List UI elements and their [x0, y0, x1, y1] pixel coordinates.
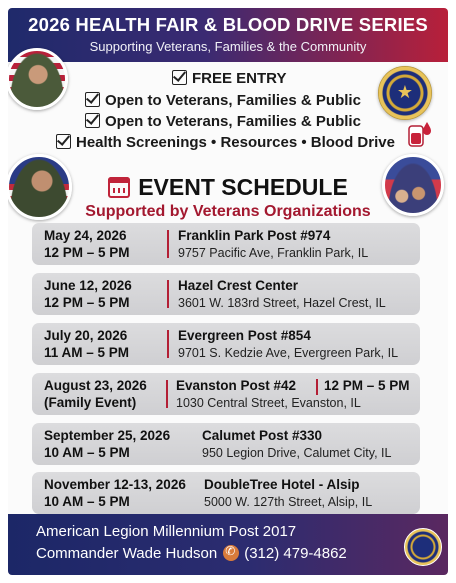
legion-emblem-icon: [404, 528, 442, 566]
benefit-item: Open to Veterans, Families & Public: [85, 113, 361, 130]
event-venue: Franklin Park Post #974: [178, 228, 331, 243]
event-date: November 12-13, 2026: [44, 477, 186, 492]
event-time: 11 AM – 5 PM: [44, 345, 130, 360]
calendar-icon: [108, 177, 130, 198]
event-date: May 24, 2026: [44, 228, 127, 243]
event-note: (Family Event): [44, 395, 137, 410]
event-divider: [166, 380, 168, 408]
event-time: 12 PM – 5 PM: [44, 295, 130, 310]
event-venue: Hazel Crest Center: [178, 278, 299, 293]
event-divider: [167, 280, 169, 308]
event-venue: Evanston Post #42: [176, 378, 297, 393]
event-divider: [167, 230, 169, 258]
event-time: 10 AM – 5 PM: [44, 445, 130, 460]
header-banner: [8, 8, 448, 62]
event-row: [32, 273, 420, 315]
event-row: [32, 323, 420, 365]
blood-drop-icon: [406, 120, 432, 150]
event-address: 9757 Pacific Ave, Franklin Park, IL: [178, 246, 369, 260]
event-address: 9701 S. Kedzie Ave, Evergreen Park, IL: [178, 346, 399, 360]
event-divider: [167, 330, 169, 358]
event-row: [32, 373, 420, 415]
check-icon: [172, 70, 187, 85]
event-address: 3601 W. 183rd Street, Hazel Crest, IL: [178, 296, 386, 310]
benefit-item: Open to Veterans, Families & Public: [85, 92, 361, 109]
check-icon: [85, 113, 100, 128]
event-row: [32, 223, 420, 265]
event-time: 10 AM – 5 PM: [44, 494, 130, 509]
event-row: [32, 472, 420, 514]
benefit-item: Health Screenings • Resources • Blood Drive: [56, 134, 395, 151]
schedule-subtitle: Supported by Veterans Organizations: [85, 203, 371, 220]
event-row: [32, 423, 420, 465]
event-venue: DoubleTree Hotel - Alsip: [204, 477, 360, 492]
phone-icon: [223, 545, 239, 561]
page-subtitle: Supporting Veterans, Families & the Community: [89, 39, 367, 54]
event-address: 950 Legion Drive, Calumet City, IL: [202, 446, 392, 460]
event-venue: Calumet Post #330: [202, 428, 323, 443]
soldier-salute-photo: [8, 48, 68, 110]
legion-emblem-icon: ★: [378, 66, 432, 120]
event-date: September 25, 2026: [44, 428, 171, 443]
event-date: August 23, 2026: [44, 378, 147, 393]
event-venue: Evergreen Post #854: [178, 328, 311, 343]
event-address: 1030 Central Street, Evanston, IL: [176, 396, 361, 410]
flyer: [8, 8, 448, 575]
event-address: 5000 W. 127th Street, Alsip, IL: [204, 495, 373, 509]
check-icon: [56, 134, 71, 149]
event-date: July 20, 2026: [44, 328, 128, 343]
event-time: 12 PM – 5 PM: [44, 245, 130, 260]
event-date: June 12, 2026: [44, 278, 132, 293]
benefit-item: FREE ENTRY: [172, 70, 286, 87]
footer-organization: American Legion Millennium Post 2017: [36, 523, 297, 540]
page-title: 2026 HEALTH FAIR & BLOOD DRIVE SERIES: [28, 14, 428, 35]
event-divider: [316, 379, 318, 395]
schedule-title: EVENT SCHEDULE: [8, 174, 448, 201]
contact-name: Commander Wade Hudson: [36, 545, 218, 562]
footer-contact: [36, 545, 347, 562]
footer-banner: [8, 514, 448, 575]
phone-number[interactable]: (312) 479-4862: [244, 545, 347, 562]
event-time: 12 PM – 5 PM: [324, 378, 410, 393]
check-icon: [85, 92, 100, 107]
